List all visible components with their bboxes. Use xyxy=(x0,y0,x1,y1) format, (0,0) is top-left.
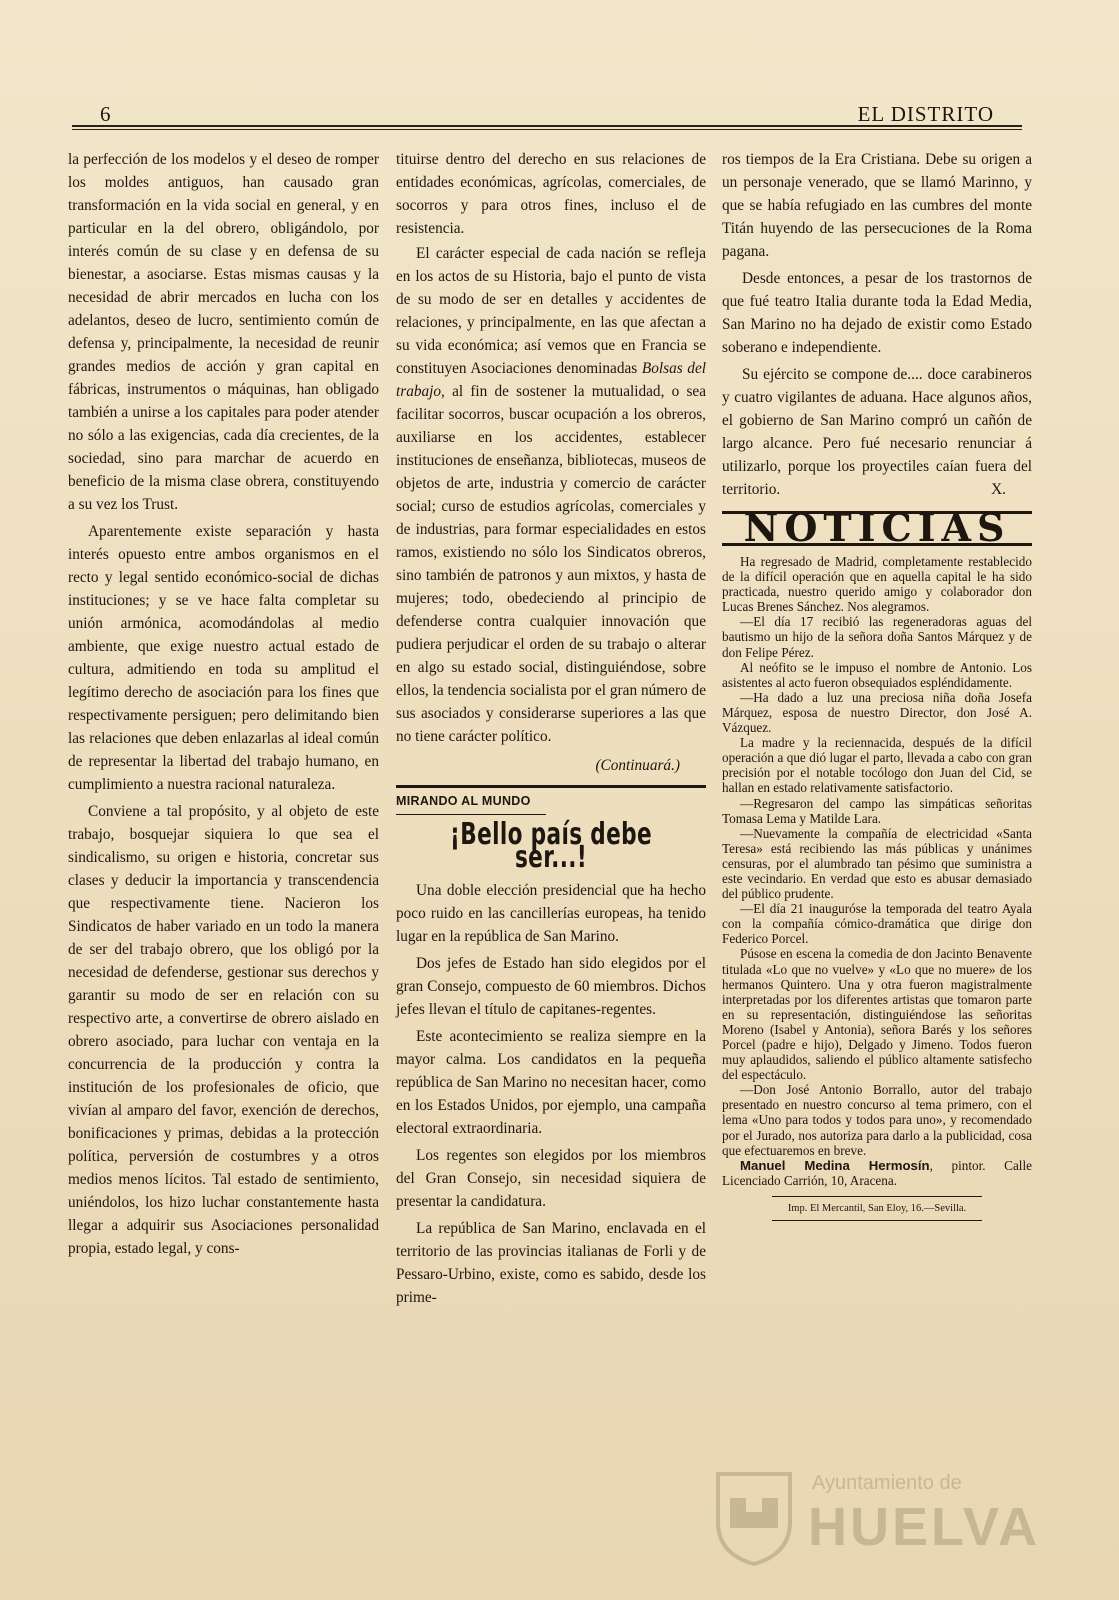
paragraph-text: El carácter especial de cada nación se refleja en los actos de su Historia, bajo el punto de vista de su modo de ser en detalles y accidentes de relaciones, y principalmente, en las que afectan a su vida económica; así vemos que en Francia se constituyen Asociaciones denominadas xyxy=(396,245,706,377)
paragraph: Una doble elección presidencial que ha hecho poco ruido en las cancillerías europeas, ha tenido lugar en la república de San Marino. xyxy=(396,882,706,945)
advertiser-name: Manuel Medina Hermosín xyxy=(740,1157,930,1173)
paragraph xyxy=(396,242,706,748)
news-item: Ha regresado de Madrid, completamente restablecido de la difícil operación que en aquella capital le ha sido practicada, nuestro querido amigo y colaborador don Lucas Brenes Sánchez. Nos alegramos. xyxy=(722,554,1032,615)
advertiser-details: , pintor. Calle Licenciado Carrión, 10, Aracena. xyxy=(722,1157,1032,1188)
section-label: MIRANDO AL MUNDO xyxy=(396,794,531,808)
paragraph: la perfección de los modelos y el deseo de romper los moldes antiguos, han causado gran transformación en la vida social en general, y en particular en la del obrero, obligándolo, por interés común de su clase y en defensa de su bienestar, a asociarse. Estas mismas causas y la necesidad de abrir mercados en lucha con los adelantos, deseo de lucro, sentimiento común de defensa y, principalmente, la necesidad de reunir grandes medios de acción y gran capital en fábricas, instrumentos o máquinas, han obligado también a unirse a los capitales para poder atender no sólo a las exigencias, cada día crecientes, de la sociedad, sino para marchar de acuerdo en beneficio de la misma clase obrera, constituyendo a su vez los Trust. xyxy=(68,151,379,513)
news-item xyxy=(722,1158,1032,1188)
section-divider xyxy=(396,785,706,788)
article-headline: ¡Bello país debe ser...! xyxy=(450,817,652,875)
paragraph: La república de San Marino, enclavada en el territorio de las provincias italianas de Forli y de Pessaro-Urbino, existe, como es sabido, desde los prime- xyxy=(396,1220,706,1306)
paragraph: Dos jefes de Estado han sido elegidos por el gran Consejo, compuesto de 60 miembros. Dichos jefes llevan el título de capitanes-regentes. xyxy=(396,955,706,1018)
column-3 xyxy=(722,148,1032,1221)
paragraph: Este acontecimiento se realiza siempre en la mayor calma. Los candidatos en la pequeña república de San Marino no necesitan hacer, como en los Estados Unidos, por ejemplo, una campaña electoral extraordinaria. xyxy=(396,1028,706,1137)
imprint xyxy=(722,1196,1032,1221)
news-item: —Don José Antonio Borrallo, autor del trabajo presentado en nuestro concurso al tema primero, con el lema «Uno para todos y todos para uno», y recomendado por el Jurado, nos autoriza para darlo a la publicidad, cosa que efectuaremos en breve. xyxy=(722,1082,1032,1158)
paragraph-text: Su ejército se compone de.... doce carabineros y cuatro vigilantes de aduana. Hace algunos años, el gobierno de San Marino compró un cañón de largo alcance. Pero fué necesario renunciar á utilizarlo, porque los proyectiles caían fuera del territorio. xyxy=(722,366,1032,498)
news-item: —Regresaron del campo las simpáticas señoritas Tomasa Lema y Matilde Lara. xyxy=(722,795,1032,826)
imprint-text: Imp. El Mercantil, San Eloy, 16.—Sevilla. xyxy=(787,1202,967,1214)
paragraph: Aparentemente existe separación y hasta interés opuesto entre ambos organismos en el recto y legal sentido económico-social de dichas instituciones; y se ve hace falta completar su unión armónica, acomodándolas al medio ambiente, que exige nuestro actual estado de cultura, admitiendo en toda su amplitud el legítimo derecho de asociación para los fines que respectivamente persiguen; pero delimitando bien las relaciones que deben enlazarlas al ideal común de representar la libertad del trabajo humano, en cumplimiento a nuestra racional naturaleza. xyxy=(68,523,379,793)
archive-watermark xyxy=(712,1462,1040,1582)
continued-note: (Continuará.) xyxy=(595,757,680,774)
news-list xyxy=(722,554,1032,1188)
paragraph: tituirse dentro del derecho en sus relaciones de entidades económicas, agrícolas, comerciales, de socorros y para otros fines, incluso el de resistencia. xyxy=(396,151,706,237)
column-1 xyxy=(68,148,379,1260)
news-item: —El día 21 inauguróse la temporada del teatro Ayala con la compañía cómico-dramática que dirige don Federico Porcel. xyxy=(722,901,1032,947)
header-rule xyxy=(72,125,1022,127)
header-rule-thin xyxy=(72,129,1022,130)
imprint-rule-bottom xyxy=(772,1220,982,1221)
author-initial: X. xyxy=(991,481,1006,498)
watermark-line-1: Ayuntamiento de xyxy=(812,1472,962,1494)
paragraph: Conviene a tal propósito, y al objeto de este trabajo, bosquejar siquiera lo que sea el sindicalismo, su origen e historia, concretar sus clases y deducir la importancia y transcendencia que respectivamente tiene. Nacieron los Sindicatos de haber variado en un todo la manera de ser del trabajo obrero, que los obligó por la necesidad de defenderse, gestionar sus derechos y garantir su modo de ser en relación con su respectivo arte, a convertirse de obrero aislado en obrero asociado, para luchar con ventaja en la concurrencia de la producción y contra la institución de los profesionales de oficio, que vivían al amparo del favor, exención de derechos, bonificaciones y primas, debidas a la protección política, perversión de costumbres y a otros medios menos lícitos. Tal estado de sentimiento, uniéndolos, los hizo luchar constantemente hasta llegar a adquirir sus Asociaciones personalidad propia, estado legal, y cons- xyxy=(68,803,379,1257)
news-item: Al neófito se le impuso el nombre de Antonio. Los asistentes al acto fueron obsequiados espléndidamente. xyxy=(722,659,1032,690)
newspaper-name: EL DISTRITO xyxy=(857,102,994,126)
italic-term: Bolsas del trabajo xyxy=(396,360,706,400)
column-2 xyxy=(396,148,706,1309)
section-label-underline xyxy=(396,814,546,815)
watermark-line-2: HUELVA xyxy=(808,1497,1040,1557)
paragraph: ros tiempos de la Era Cristiana. Debe su origen a un personaje venerado, que se llamó Marinno, y que se había refugiado en las cumbres del monte Titán huyendo de las persecuciones de la Roma pagana. xyxy=(722,151,1032,260)
news-item: —Ha dado a luz una preciosa niña doña Josefa Márquez, esposa de nuestro Director, don José A. Vázquez. xyxy=(722,689,1032,736)
coat-of-arms-icon xyxy=(712,1468,796,1568)
page-number: 6 xyxy=(100,102,111,126)
section-title: NOTICIAS xyxy=(743,505,1011,550)
news-item: Púsose en escena la comedia de don Jacinto Benavente titulada «Lo que no vuelve» y «Lo que no muere» de los hermanos Quintero. Una y otra fueron magistralmente interpretadas por los diferentes artistas que tomaron parte en su representación, distinguiéndose las señoritas Moreno (Isabel y Antonia), señora Barés y los señores Porcel (padre e hijo), Delgado y Jimeno. Todos fueron muy aplaudidos, saliendo el público altamente satisfecho del espectáculo. xyxy=(722,946,1032,1083)
paragraph: Los regentes son elegidos por los miembros del Gran Consejo, sin necesidad siquiera de presentar la candidatura. xyxy=(396,1147,706,1210)
page-header xyxy=(72,100,1022,128)
paragraph xyxy=(722,363,1032,501)
news-item: —Nuevamente la compañía de electricidad «Santa Teresa» está recibiendo las más públicas y unánimes censuras, por el alumbrado tan pésimo que suministra a este vecindario. En verdad que esto es abusar demasiado del público prudente. xyxy=(722,825,1032,902)
news-item: La madre y la reciennacida, después de la difícil operación a que dió lugar el parto, llevada a cabo con gran precisión por el notable tocólogo don Juan del Cid, se hallan en estado relativamente satisfactorio. xyxy=(722,735,1032,796)
paragraph-text: , al fin de sostener la mutualidad, o sea facilitar socorros, buscar ocupación a los obreros, auxiliarse en los accidentes, establecer instituciones de enseñanza, bibliotecas, museos de objetos de arte, industria y comercio de carácter social; curso de estudios agrícolas, comerciales y de industrias, para formar especialidades en estos ramos, existiendo no sólo los Sindicatos obreros, sino también de patronos y aun mixtos, y hasta de mujeres; todo, obedeciendo al principio de defenderse contra cualquier innovación que pudiera perjudicar el orden de su trabajo o alterar en algo su estado social, distinguiéndose, sobre ellos, la tendencia socialista por el gran número de sus asociados y considerarse superiores a las que no tiene carácter político. xyxy=(396,383,706,745)
news-item: —El día 17 recibió las regeneradoras aguas del bautismo un hijo de la señora doña Santos Márquez y de don Felipe Pérez. xyxy=(722,614,1032,660)
paragraph: Desde entonces, a pesar de los trastornos de que fué teatro Italia durante toda la Edad Media, San Marino no ha dejado de existir como Estado soberano e independiente. xyxy=(722,270,1032,356)
